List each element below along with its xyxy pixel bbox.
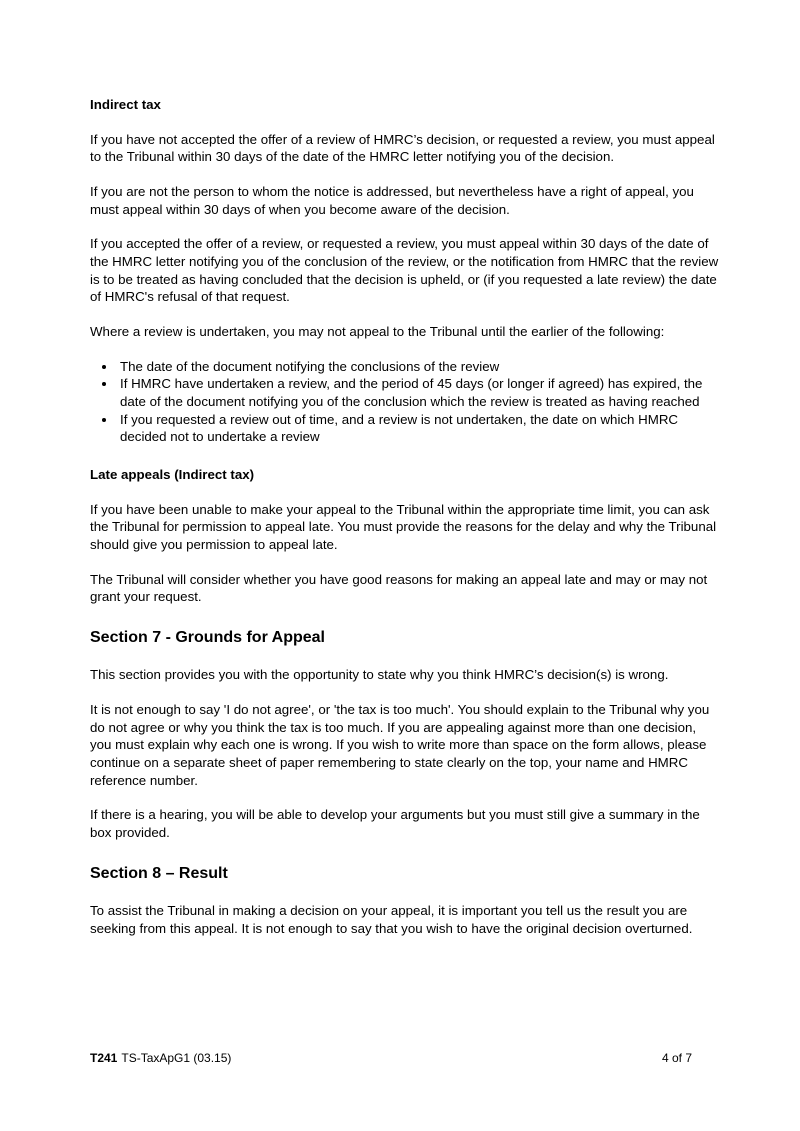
form-reference: TS-TaxApG1 (03.15)	[121, 1051, 232, 1065]
heading-section-8: Section 8 – Result	[90, 864, 228, 882]
document-body	[90, 96, 720, 954]
paragraph: If there is a hearing, you will be able to develop your arguments but you must still give a summary in the box provided.	[90, 807, 700, 841]
paragraph: This section provides you with the opportunity to state why you think HMRC’s decision(s) is wrong.	[90, 667, 669, 683]
list-item: • The date of the document notifying the conclusions of the review	[117, 358, 720, 376]
footer-left	[90, 1051, 231, 1065]
page-number: 4 of 7	[661, 1051, 692, 1065]
paragraph: If you have been unable to make your appeal to the Tribunal within the appropriate time limit, you can ask the Tribunal for permission to appeal late. You must provide the reasons for the delay and why the Tribunal should give you permission to appeal late.	[90, 501, 717, 553]
paragraph: To assist the Tribunal in making a decision on your appeal, it is important you tell us the result you are seeking from this appeal. It is not enough to say that you wish to have the original decision overturned.	[90, 903, 693, 936]
paragraph: Where a review is undertaken, you may not appeal to the Tribunal until the earlier of the following:	[90, 324, 665, 340]
list-item: • If HMRC have undertaken a review, and the period of 45 days (or longer if agreed) has expired, the date of the document notifying you of the conclusion which the review is treated as having reached	[117, 375, 720, 410]
list-item: • If you requested a review out of time, and a review is not undertaken, the date on which HMRC decided not to undertake a review	[117, 411, 720, 446]
paragraph: It is not enough to say 'I do not agree', or 'the tax is too much'. You should explain to the Tribunal why you do not agree or why you think the tax is too much. If you are appealing against more than one decision, you must explain why each one is wrong. If you wish to write more than space on the form allows, please continue on a separate sheet of paper remembering to state clearly on the top, your name and HMRC reference number.	[90, 702, 710, 788]
paragraph: If you accepted the offer of a review, or requested a review, you must appeal within 30 days of the date of the HMRC letter notifying you of the conclusion of the review, or the notification from HMRC that the review is to be treated as having concluded that the decision is upheld, or (if you requested a late review) the date of HMRC's refusal of that request.	[90, 236, 719, 305]
paragraph: If you are not the person to whom the notice is addressed, but nevertheless have a right of appeal, you must appeal within 30 days of when you become aware of the decision.	[90, 184, 694, 217]
form-code: T241	[90, 1051, 118, 1065]
paragraph: The Tribunal will consider whether you have good reasons for making an appeal late and may or may not grant your request.	[90, 571, 708, 605]
heading-section-7: Section 7 - Grounds for Appeal	[90, 629, 325, 647]
heading-indirect-tax: Indirect tax	[90, 97, 161, 112]
page-footer	[90, 1051, 692, 1065]
bullet-list	[90, 358, 720, 446]
paragraph: If you have not accepted the offer of a review of HMRC’s decision, or requested a review, you must appeal to the Tribunal within 30 days of the date of the HMRC letter notifying you of the decision.	[90, 131, 715, 165]
heading-late-appeals: Late appeals (Indirect tax)	[90, 467, 255, 483]
